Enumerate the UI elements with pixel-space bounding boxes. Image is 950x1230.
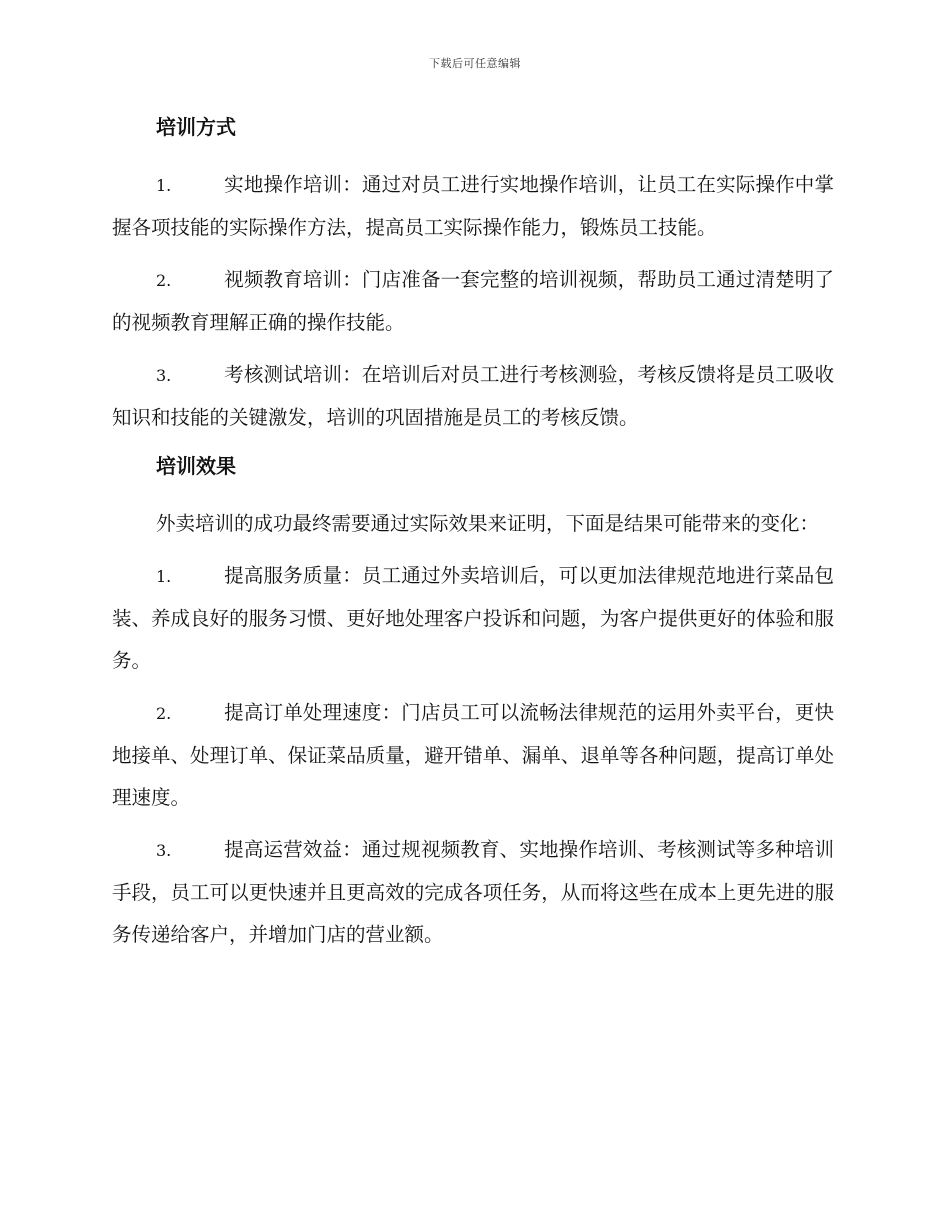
list-item <box>112 692 834 819</box>
list-item-number: 3. <box>156 841 172 860</box>
list-item <box>112 164 834 249</box>
section-heading-training-methods: 培训方式 <box>156 115 236 139</box>
section-intro-paragraph: 外卖培训的成功最终需要通过实际效果来证明，下面是结果可能带来的变化： <box>156 512 820 535</box>
list-item-number: 1. <box>156 567 172 586</box>
list-item <box>112 555 834 682</box>
list-item-text: 视频教育培训：门店准备一套完整的培训视频，帮助员工通过清楚明了的视频教育理解正确的操作技能。 <box>112 268 834 334</box>
list-item-text: 提高服务质量：员工通过外卖培训后，可以更加法律规范地进行菜品包装、养成良好的服务习惯、更好地处理客户投诉和问题，为客户提供更好的体验和服务。 <box>112 564 834 672</box>
list-item-number: 3. <box>156 366 172 385</box>
list-item-text: 实地操作培训：通过对员工进行实地操作培训，让员工在实际操作中掌握各项技能的实际操作方法，提高员工实际操作能力，锻炼员工技能。 <box>112 173 834 239</box>
list-item <box>112 354 834 439</box>
list-item-number: 1. <box>156 176 172 195</box>
list-item-text: 提高订单处理速度：门店员工可以流畅法律规范的运用外卖平台，更快地接单、处理订单、保证菜品质量，避开错单、漏单、退单等各种问题，提高订单处理速度。 <box>112 701 834 809</box>
list-item-text: 考核测试培训：在培训后对员工进行考核测验，考核反馈将是员工吸收知识和技能的关键激发，培训的巩固措施是员工的考核反馈。 <box>112 363 834 429</box>
list-item-number: 2. <box>156 704 172 723</box>
list-item <box>112 259 834 344</box>
list-item <box>112 829 834 956</box>
section-heading-training-effects: 培训效果 <box>156 454 236 478</box>
list-item-number: 2. <box>156 271 172 290</box>
list-item-text: 提高运营效益：通过规视频教育、实地操作培训、考核测试等多种培训手段，员工可以更快速并且更高效的完成各项任务，从而将这些在成本上更先进的服务传递给客户，并增加门店的营业额。 <box>112 838 834 946</box>
document-body <box>112 110 834 966</box>
page-header-note: 下载后可任意编辑 <box>429 57 521 70</box>
